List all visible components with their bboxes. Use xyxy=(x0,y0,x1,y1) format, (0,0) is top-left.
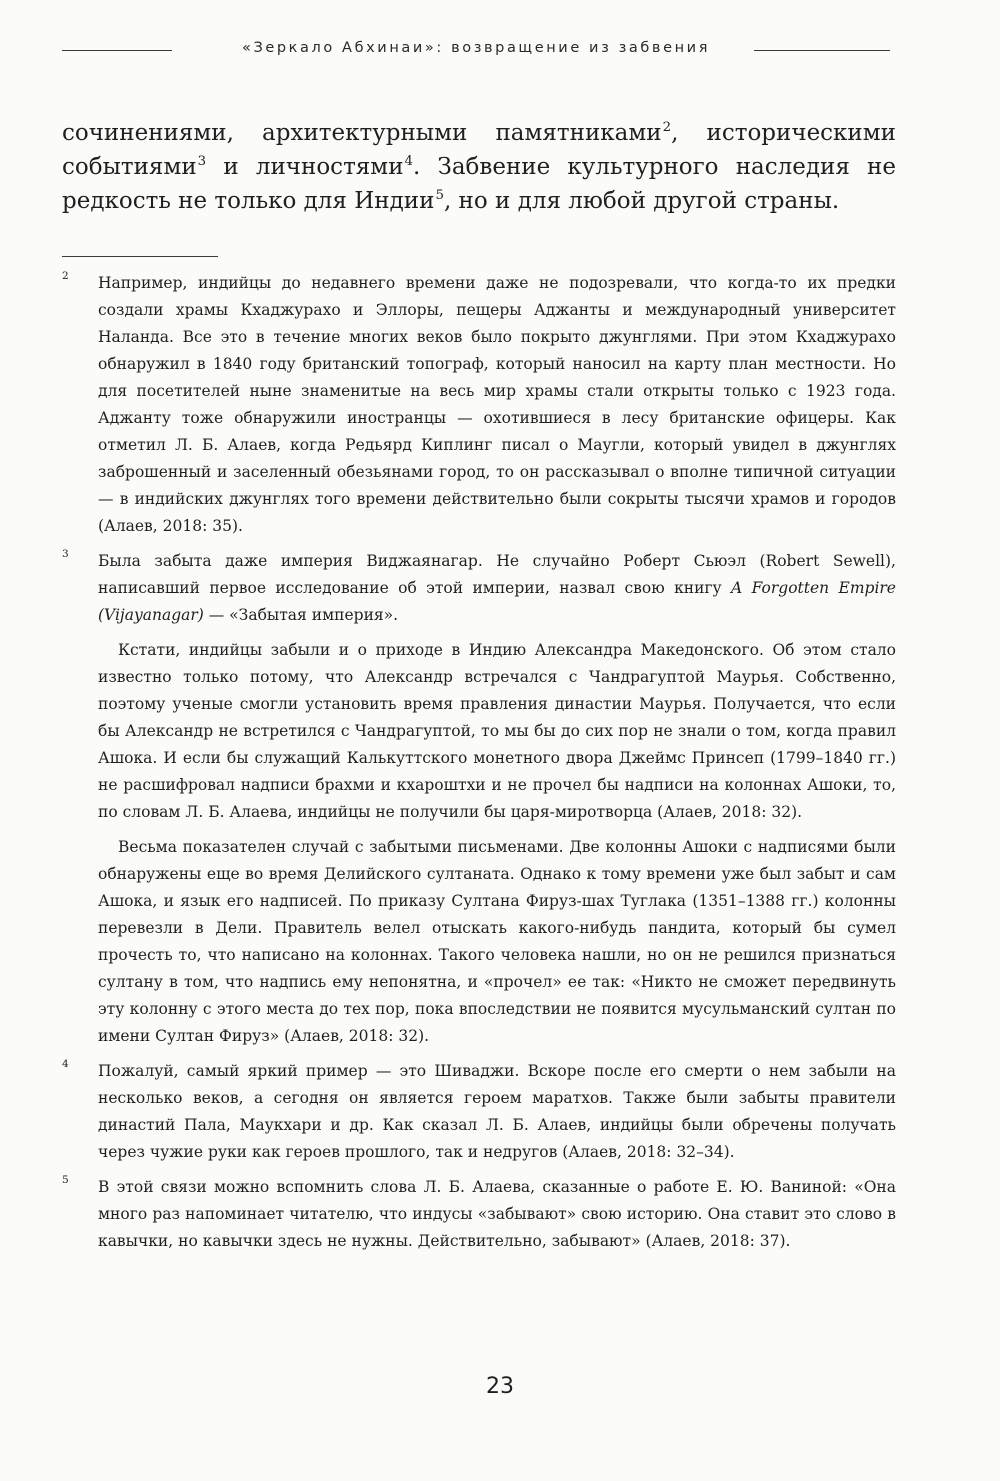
footnote-number: 2 xyxy=(62,270,69,282)
footnote-text xyxy=(98,548,896,629)
running-title: «Зеркало Абхинаи»: возвращение из забвения xyxy=(241,40,711,56)
footnote-text-part: — «Забытая империя». xyxy=(203,606,399,624)
footnote-paragraph: Кстати, индийцы забыли и о приходе в Индию Александра Македонского. Об этом стало известно только потому, что Александр встречался с Чандрагуптой Маурья. Собственно, поэтому ученые смогли установить время правления династии Маурья. Получается, что если бы Александр не встретился с Чандрагуптой, то мы бы до сих пор не знали о том, когда правил Ашока. И если бы служащий Калькуттского монетного двора Джеймс Принсеп (1799–1840 гг.) не расшифровал надписи брахми и кхароштхи и не прочел бы надписи на колоннах Ашоки, то, по словам Л. Б. Алаева, индийцы не получили бы царя-миротворца (Алаев, 2018: 32). xyxy=(98,641,896,821)
footnote-4 xyxy=(62,1058,896,1166)
footnote-5 xyxy=(62,1174,896,1255)
running-header xyxy=(62,40,890,62)
footnote-text: Пожалуй, самый яркий пример — это Шиваджи. Вскоре после его смерти о нем забыли на несколько веков, а сегодня он является героем маратхов. Также были забыты правители династий Пала, Маукхари и др. Как сказал Л. Б. Алаев, индийцы были обречены получать через чужие руки как героев прошлого, так и недругов (Алаев, 2018: 32–34). xyxy=(98,1062,896,1161)
main-text-part: . Забвение культурного наследия не редкость не только для Индии xyxy=(62,154,896,214)
page-number: 23 xyxy=(486,1374,514,1399)
footnote-number: 5 xyxy=(62,1174,69,1186)
book-title: A Forgotten Empire (Vijayanagar) xyxy=(98,579,896,624)
main-paragraph xyxy=(62,116,896,218)
main-text-part: сочинениями, архитектурными памятниками xyxy=(62,120,662,146)
main-text-part: и личностями xyxy=(206,154,404,180)
footnote-number: 4 xyxy=(62,1058,69,1070)
footnote-separator xyxy=(62,256,218,257)
footnote-number: 3 xyxy=(62,548,69,560)
footnote-3 xyxy=(62,548,896,1050)
main-text-part: , но и для любой другой страны. xyxy=(443,188,840,214)
footnote-2 xyxy=(62,270,896,540)
footnote-text: В этой связи можно вспомнить слова Л. Б. Алаева, сказанные о работе Е. Ю. Ваниной: «Она много раз напоминает читателю, что индусы «забывают» свою историю. Она ставит это слово в кавычки, но кавычки здесь не нужны. Действительно, забывают» (Алаев, 2018: 37). xyxy=(98,1178,896,1250)
footnote-ref-5: 5 xyxy=(435,188,444,204)
header-rule-right xyxy=(754,50,890,51)
main-text-part: , историческими событиями xyxy=(62,120,896,180)
footnote-paragraph: Весьма показателен случай с забытыми письменами. Две колонны Ашоки с надписями были обнаружены еще во время Делийского султаната. Однако к тому времени уже был забыт и сам Ашока, и язык его надписей. По приказу Султана Фируз-шах Туглака (1351–1388 гг.) колонны перевезли в Дели. Правитель велел отыскать какого-нибудь пандита, который бы сумел прочесть то, что написано на колоннах. Такого человека нашли, но он не решился признаться султану в том, что надпись ему непонятна, и «прочел» ее так: «Никто не сможет передвинуть эту колонну с этого места до тех пор, пока впоследствии не появится мусульманский султан по имени Султан Фируз» (Алаев, 2018: 32). xyxy=(98,838,896,1045)
footnote-ref-3: 3 xyxy=(197,154,207,170)
footnote-text-part: Была забыта даже империя Виджаянагар. Не случайно Роберт Сьюэл (Robert Sewell), написавший первое исследование об этой империи, назвал свою книгу xyxy=(98,552,896,597)
main-text xyxy=(62,116,896,218)
footnote-ref-2: 2 xyxy=(662,120,672,136)
footnote-ref-4: 4 xyxy=(404,154,414,170)
footnote-text: Например, индийцы до недавнего времени даже не подозревали, что когда-то их предки создали храмы Кхаджурахо и Эллоры, пещеры Аджанты и международный университет Наланда. Все это в течение многих веков было покрыто джунглями. При этом Кхаджурахо обнаружил в 1840 году британский топограф, который наносил на карту план местности. Но для посетителей ныне знаменитые на весь мир храмы стали открыты только с 1923 года. Аджанту тоже обнаружили иностранцы — охотившиеся в лесу британские офицеры. Как отметил Л. Б. Алаев, когда Редьярд Киплинг писал о Маугли, который увидел в джунглях заброшенный и заселенный обезьянами город, то он рассказывал о вполне типичной ситуации — в индийских джунглях того времени действительно были сокрыты тысячи храмов и городов (Алаев, 2018: 35). xyxy=(98,274,896,535)
footnotes xyxy=(62,270,896,1263)
